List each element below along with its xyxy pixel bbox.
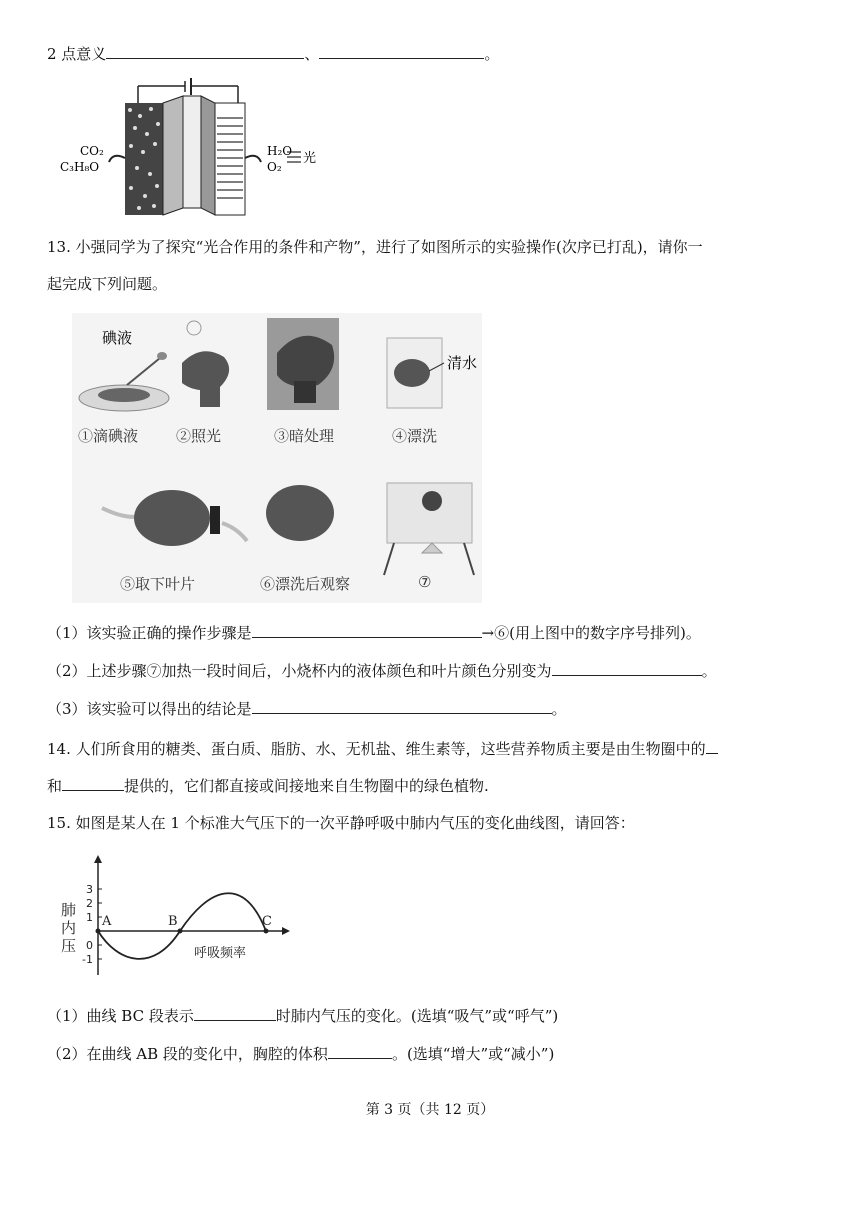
q15-sub2-text: （2）在曲线 AB 段的变化中，胸腔的体积 — [47, 1045, 328, 1063]
answer-blank[interactable] — [552, 659, 702, 676]
ylabel-char2: 内 — [61, 919, 77, 937]
q13-sub2 — [47, 659, 717, 682]
q13-sub1 — [47, 621, 701, 644]
period: 。 — [484, 45, 500, 63]
lung-pressure-graph — [58, 853, 298, 983]
q15-sub2-tail: 。(选填“增大”或“减小”) — [391, 1045, 555, 1063]
q13-sub1-tail: →⑥(用上图中的数字序号排列)。 — [481, 624, 701, 642]
q15-sub1-text: （1）曲线 BC 段表示 — [47, 1007, 194, 1025]
iodine-label: 碘液 — [102, 329, 133, 347]
q13-stem-line2: 起完成下列问题。 — [47, 275, 168, 293]
ytick-neg1: -1 — [82, 953, 93, 966]
q13-sub1-text: （1）该实验正确的操作步骤是 — [47, 624, 252, 642]
answer-blank[interactable] — [194, 1004, 276, 1021]
separator: 、 — [304, 45, 320, 63]
q15-stem: 15. 如图是某人在 1 个标准大气压下的一次平静呼吸中肺内气压的变化曲线图，请回答： — [47, 814, 635, 832]
answer-blank[interactable] — [252, 621, 482, 638]
ytick-3: 3 — [86, 883, 93, 896]
caption-step7: ⑦ — [418, 573, 432, 591]
ytick-0: 0 — [86, 939, 93, 952]
q13-sub2-text: （2）上述步骤⑦加热一段时间后，小烧杯内的液体颜色和叶片颜色分别变为 — [47, 662, 552, 680]
ylabel-char1: 肺 — [61, 901, 77, 919]
point-c: C — [262, 914, 272, 929]
q14-line2-text: 和 — [47, 777, 63, 795]
co2-label: CO₂ — [80, 144, 104, 158]
caption-step1: ①滴碘液 — [78, 427, 139, 445]
ytick-1: 1 — [86, 911, 93, 924]
answer-blank[interactable] — [106, 42, 304, 59]
caption-step3: ③暗处理 — [274, 427, 335, 445]
q13-sub3-text: （3）该实验可以得出的结论是 — [47, 700, 252, 718]
step4-beaker-drawing — [387, 338, 444, 408]
caption-step6: ⑥漂洗后观察 — [260, 575, 351, 593]
q14-text: 14. 人们所食用的糖类、蛋白质、脂肪、水、无机盐、维生素等，这些营养物质主要是由生物圈中的 — [47, 740, 706, 758]
answer-blank[interactable] — [319, 42, 484, 59]
q13-stem-line1: 13. 小强同学为了探究“光合作用的条件和产物”，进行了如图所示的实验操作(次序已打乱)，请你一 — [47, 238, 703, 256]
caption-step2: ②照光 — [176, 427, 222, 445]
point-a: A — [102, 914, 112, 929]
q14-line1 — [47, 737, 718, 760]
ylabel-char3: 压 — [61, 937, 77, 955]
c3h8o-label: C₃H₈O — [60, 160, 100, 174]
q13-sub3 — [47, 697, 567, 720]
q12-prefix: 2 点意义 — [47, 45, 107, 63]
caption-step4: ④漂洗 — [392, 427, 438, 445]
q14-line2-tail: 提供的，它们都直接或间接地来自生物圈中的绿色植物. — [124, 777, 489, 795]
photosynthesis-device-figure — [55, 78, 325, 216]
q13-sub3-tail: 。 — [551, 700, 567, 718]
water-label: 清水 — [447, 354, 478, 372]
answer-blank[interactable] — [62, 774, 124, 791]
q12-tail-line — [47, 42, 499, 65]
q14-line2 — [47, 774, 489, 797]
caption-step5: ⑤取下叶片 — [120, 575, 196, 593]
light-label: 光 — [303, 151, 317, 166]
page-footer: 第 3 页（共 12 页） — [365, 1102, 495, 1118]
answer-blank[interactable] — [328, 1042, 392, 1059]
o2-label: O₂ — [267, 160, 282, 174]
q13-sub2-tail: 。 — [701, 662, 717, 680]
answer-blank[interactable] — [252, 697, 552, 714]
q15-sub1 — [47, 1004, 558, 1027]
q15-sub2 — [47, 1042, 554, 1065]
step6-leaf-drawing — [266, 485, 334, 541]
q15-sub1-tail: 时肺内气压的变化。(选填“吸气”或“呼气”) — [275, 1007, 559, 1025]
h2o-label: H₂O — [267, 144, 293, 158]
point-b: B — [168, 914, 178, 929]
ytick-2: 2 — [86, 897, 93, 910]
experiment-steps-figure — [72, 313, 482, 603]
xlabel: 呼吸频率 — [194, 946, 247, 961]
answer-blank[interactable] — [706, 737, 718, 754]
